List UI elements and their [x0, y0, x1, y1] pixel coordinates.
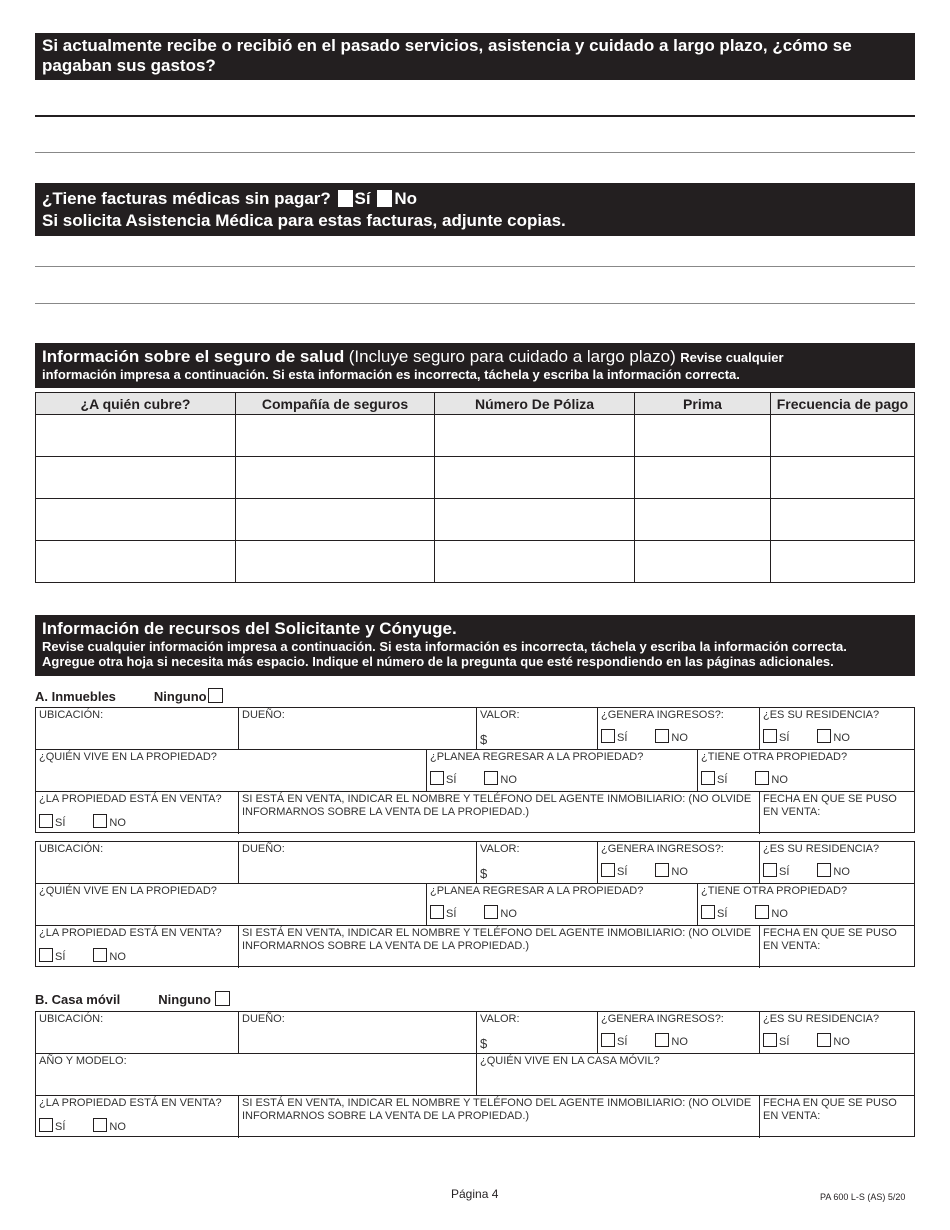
no-checkbox[interactable]	[93, 814, 107, 828]
field-label: SI ESTÁ EN VENTA, INDICAR EL NOMBRE Y TELÉFONO DEL AGENTE INMOBILIARIO: (NO OLVIDE INFORMARNOS SOBRE LA VENTA DE LA PROPIEDAD.)	[242, 793, 752, 818]
field-residencia[interactable]	[759, 1012, 916, 1053]
field-label: ¿LA PROPIEDAD ESTÁ EN VENTA?	[39, 1097, 222, 1109]
col-header: Frecuencia de pago	[771, 393, 915, 415]
yes-checkbox[interactable]	[701, 905, 715, 919]
no-checkbox[interactable]	[817, 729, 831, 743]
yes-label: SÍ	[717, 774, 728, 786]
row	[36, 792, 914, 834]
field-label: DUEÑO:	[242, 843, 285, 855]
field-label: SI ESTÁ EN VENTA, INDICAR EL NOMBRE Y TELÉFONO DEL AGENTE INMOBILIARIO: (NO OLVIDE INFORMARNOS SOBRE LA VENTA DE LA PROPIEDAD.)	[242, 1097, 752, 1122]
field-anio[interactable]	[36, 1054, 476, 1095]
field-planea[interactable]	[426, 750, 697, 791]
field-ubicacion[interactable]	[36, 708, 238, 749]
section-a-title: A. Inmuebles	[35, 689, 116, 704]
field-residencia[interactable]	[759, 708, 916, 749]
no-label: NO	[771, 908, 788, 920]
field-valor[interactable]	[476, 708, 597, 749]
bills-yes-checkbox[interactable]	[338, 190, 353, 207]
field-otra[interactable]	[697, 884, 916, 925]
page-number: Página 4	[451, 1187, 499, 1201]
yes-checkbox[interactable]	[763, 863, 777, 877]
field-quien_movil[interactable]	[476, 1054, 916, 1095]
no-checkbox[interactable]	[655, 863, 669, 877]
insurance-subtitle: (Incluye seguro para cuidado a largo plazo)	[348, 347, 676, 366]
bills-no-checkbox[interactable]	[377, 190, 392, 207]
no-checkbox[interactable]	[817, 1033, 831, 1047]
field-quien[interactable]	[36, 884, 426, 925]
field-label: UBICACIÓN:	[39, 1013, 104, 1025]
field-label: ¿ES SU RESIDENCIA?	[763, 709, 880, 721]
field-label: ¿GENERA INGRESOS?:	[601, 709, 724, 721]
section-a-label	[35, 688, 225, 704]
no-checkbox[interactable]	[655, 729, 669, 743]
yes-checkbox[interactable]	[601, 729, 615, 743]
col-header: ¿A quién cubre?	[36, 393, 236, 415]
yes-label: SÍ	[779, 1036, 790, 1048]
answer-line[interactable]	[35, 152, 915, 153]
field-label: FECHA EN QUE SE PUSO EN VENTA:	[763, 927, 897, 952]
table-cell[interactable]	[635, 499, 771, 541]
dollar-sign: $	[480, 866, 488, 881]
resources-banner	[35, 615, 915, 676]
bills-note: Si solicita Asistencia Médica para estas facturas, adjunte copias.	[42, 211, 566, 230]
field-dueno[interactable]	[238, 842, 476, 883]
field-label: ¿QUIÉN VIVE EN LA PROPIEDAD?	[39, 751, 217, 763]
table-cell[interactable]	[635, 457, 771, 499]
field-residencia[interactable]	[759, 842, 916, 883]
no-label: NO	[833, 866, 850, 878]
yes-label: SÍ	[55, 1121, 66, 1133]
table-cell[interactable]	[36, 457, 236, 499]
ltc-question-banner: Si actualmente recibe o recibió en el pasado servicios, asistencia y cuidado a largo plazo, ¿cómo se pagaban sus gastos?	[35, 33, 915, 80]
table-cell[interactable]	[635, 541, 771, 583]
field-label: DUEÑO:	[242, 1013, 285, 1025]
answer-line[interactable]	[35, 115, 915, 117]
field-label: ¿TIENE OTRA PROPIEDAD?	[701, 751, 848, 763]
field-label: VALOR:	[480, 843, 520, 855]
col-header: Compañía de seguros	[236, 393, 435, 415]
row	[36, 750, 914, 792]
field-agente[interactable]	[238, 1096, 759, 1138]
insurance-instr: Revise cualquier	[680, 350, 784, 365]
field-fecha[interactable]	[759, 792, 916, 834]
field-dueno[interactable]	[238, 708, 476, 749]
field-ubicacion[interactable]	[36, 842, 238, 883]
no-label: NO	[109, 817, 126, 829]
yes-checkbox[interactable]	[701, 771, 715, 785]
yes-checkbox[interactable]	[430, 771, 444, 785]
field-genera[interactable]	[597, 1012, 759, 1053]
field-otra[interactable]	[697, 750, 916, 791]
field-label: VALOR:	[480, 709, 520, 721]
table-cell[interactable]	[435, 499, 635, 541]
table-cell[interactable]	[236, 415, 435, 457]
no-checkbox[interactable]	[93, 1118, 107, 1132]
table-row	[36, 457, 915, 499]
field-label: ¿QUIÉN VIVE EN LA CASA MÓVIL?	[480, 1055, 660, 1067]
yes-label: SÍ	[55, 951, 66, 963]
bills-no-label: No	[394, 189, 417, 208]
section-b-title: B. Casa móvil	[35, 992, 121, 1007]
row	[36, 926, 914, 968]
yes-label: SÍ	[617, 1036, 628, 1048]
yes-checkbox[interactable]	[39, 814, 53, 828]
table-row	[36, 541, 915, 583]
field-planea[interactable]	[426, 884, 697, 925]
resources-title: Información de recursos del Solicitante y Cónyuge.	[42, 619, 457, 638]
field-label: ¿PLANEA REGRESAR A LA PROPIEDAD?	[430, 885, 644, 897]
no-label: NO	[500, 908, 517, 920]
field-label: ¿QUIÉN VIVE EN LA PROPIEDAD?	[39, 885, 217, 897]
table-cell[interactable]	[36, 541, 236, 583]
table-cell[interactable]	[771, 541, 915, 583]
yes-label: SÍ	[779, 866, 790, 878]
table-cell[interactable]	[435, 457, 635, 499]
no-label: NO	[833, 1036, 850, 1048]
field-label: DUEÑO:	[242, 709, 285, 721]
table-cell[interactable]	[236, 499, 435, 541]
col-header: Número De Póliza	[435, 393, 635, 415]
no-checkbox[interactable]	[755, 905, 769, 919]
table-row	[36, 415, 915, 457]
row	[36, 1096, 914, 1138]
yes-label: SÍ	[446, 774, 457, 786]
medical-bills-banner	[35, 183, 915, 236]
no-checkbox[interactable]	[655, 1033, 669, 1047]
none-label: Ninguno	[158, 992, 211, 1007]
yes-checkbox[interactable]	[763, 729, 777, 743]
field-valor[interactable]	[476, 1012, 597, 1053]
dollar-sign: $	[480, 1036, 488, 1051]
yes-label: SÍ	[617, 866, 628, 878]
yes-checkbox[interactable]	[601, 1033, 615, 1047]
row	[36, 1012, 914, 1054]
field-genera[interactable]	[597, 708, 759, 749]
field-label: SI ESTÁ EN VENTA, INDICAR EL NOMBRE Y TELÉFONO DEL AGENTE INMOBILIARIO: (NO OLVIDE INFORMARNOS SOBRE LA VENTA DE LA PROPIEDAD.)	[242, 927, 752, 952]
table-row	[36, 499, 915, 541]
property-block	[35, 707, 915, 833]
resources-instr-1: Revise cualquier información impresa a continuación. Si esta información es incorrecta, táchela y escriba la información correcta.	[42, 639, 847, 654]
bills-yes-label: Sí	[354, 189, 371, 208]
yes-checkbox[interactable]	[39, 1118, 53, 1132]
insurance-instr-2: información impresa a continuación. Si esta información es incorrecta, táchela y escriba la información correcta.	[42, 367, 740, 382]
yes-label: SÍ	[779, 732, 790, 744]
field-quien[interactable]	[36, 750, 426, 791]
field-dueno[interactable]	[238, 1012, 476, 1053]
row	[36, 842, 914, 884]
answer-line[interactable]	[35, 266, 915, 267]
col-header: Prima	[635, 393, 771, 415]
insurance-title: Información sobre el seguro de salud	[42, 347, 345, 366]
mobile-home-block	[35, 1011, 915, 1137]
property-block	[35, 841, 915, 967]
field-label: ¿ES SU RESIDENCIA?	[763, 1013, 880, 1025]
yes-checkbox[interactable]	[763, 1033, 777, 1047]
no-label: NO	[671, 1036, 688, 1048]
field-valor[interactable]	[476, 842, 597, 883]
answer-line[interactable]	[35, 303, 915, 304]
field-fecha[interactable]	[759, 926, 916, 968]
field-label: AÑO Y MODELO:	[39, 1055, 127, 1067]
none-checkbox[interactable]	[215, 991, 230, 1006]
table-cell[interactable]	[771, 415, 915, 457]
field-label: UBICACIÓN:	[39, 843, 104, 855]
field-label: ¿TIENE OTRA PROPIEDAD?	[701, 885, 848, 897]
field-venta[interactable]	[36, 792, 238, 834]
field-label: ¿LA PROPIEDAD ESTÁ EN VENTA?	[39, 793, 222, 805]
field-label: ¿LA PROPIEDAD ESTÁ EN VENTA?	[39, 927, 222, 939]
field-venta[interactable]	[36, 1096, 238, 1138]
no-label: NO	[500, 774, 517, 786]
field-label: FECHA EN QUE SE PUSO EN VENTA:	[763, 793, 897, 818]
table-cell[interactable]	[36, 415, 236, 457]
field-label: ¿ES SU RESIDENCIA?	[763, 843, 880, 855]
bills-question: ¿Tiene facturas médicas sin pagar?	[42, 189, 331, 208]
table-cell[interactable]	[236, 457, 435, 499]
no-checkbox[interactable]	[484, 905, 498, 919]
no-checkbox[interactable]	[755, 771, 769, 785]
no-label: NO	[671, 866, 688, 878]
field-fecha[interactable]	[759, 1096, 916, 1138]
field-agente[interactable]	[238, 792, 759, 834]
field-ubicacion[interactable]	[36, 1012, 238, 1053]
field-label: ¿GENERA INGRESOS?:	[601, 1013, 724, 1025]
no-label: NO	[771, 774, 788, 786]
table-cell[interactable]	[771, 499, 915, 541]
section-b-label	[35, 991, 232, 1007]
no-checkbox[interactable]	[93, 948, 107, 962]
none-label: Ninguno	[153, 689, 207, 704]
yes-label: SÍ	[446, 908, 457, 920]
table-cell[interactable]	[435, 415, 635, 457]
row	[36, 708, 914, 750]
field-label: UBICACIÓN:	[39, 709, 104, 721]
no-label: NO	[109, 951, 126, 963]
row	[36, 884, 914, 926]
field-label: VALOR:	[480, 1013, 520, 1025]
resources-instr-2: Agregue otra hoja si necesita más espacio. Indique el número de la pregunta que esté respondiendo en las páginas adicionales.	[42, 654, 834, 669]
no-label: NO	[109, 1121, 126, 1133]
yes-checkbox[interactable]	[39, 948, 53, 962]
table-cell[interactable]	[771, 457, 915, 499]
dollar-sign: $	[480, 732, 488, 747]
form-code: PA 600 L-S (AS) 5/20	[820, 1192, 906, 1202]
none-checkbox[interactable]	[208, 688, 223, 703]
table-cell[interactable]	[36, 499, 236, 541]
insurance-banner	[35, 343, 915, 388]
field-label: FECHA EN QUE SE PUSO EN VENTA:	[763, 1097, 897, 1122]
insurance-table	[35, 392, 915, 583]
table-cell[interactable]	[435, 541, 635, 583]
no-label: NO	[833, 732, 850, 744]
no-label: NO	[671, 732, 688, 744]
yes-label: SÍ	[717, 908, 728, 920]
yes-checkbox[interactable]	[601, 863, 615, 877]
no-checkbox[interactable]	[817, 863, 831, 877]
field-venta[interactable]	[36, 926, 238, 968]
yes-label: SÍ	[55, 817, 66, 829]
yes-checkbox[interactable]	[430, 905, 444, 919]
field-agente[interactable]	[238, 926, 759, 968]
field-genera[interactable]	[597, 842, 759, 883]
table-cell[interactable]	[236, 541, 435, 583]
table-cell[interactable]	[635, 415, 771, 457]
field-label: ¿PLANEA REGRESAR A LA PROPIEDAD?	[430, 751, 644, 763]
row	[36, 1054, 914, 1096]
field-label: ¿GENERA INGRESOS?:	[601, 843, 724, 855]
yes-label: SÍ	[617, 732, 628, 744]
no-checkbox[interactable]	[484, 771, 498, 785]
